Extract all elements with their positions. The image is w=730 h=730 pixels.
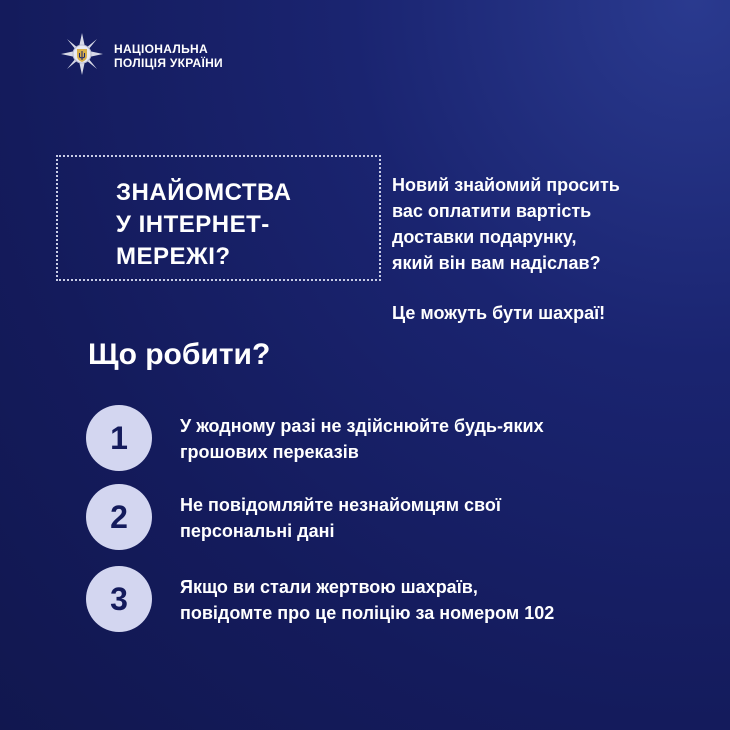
step-text-line2: грошових переказів (180, 442, 359, 462)
scenario-line4: який він вам надіслав? (392, 253, 601, 273)
step-text-line1: У жодному разі не здійснюйте будь-яких (180, 416, 544, 436)
step-number-circle: 3 (86, 566, 152, 632)
step-text-line2: повідомте про це поліцію за номером 102 (180, 603, 555, 623)
scenario-line2: вас оплатити вартість (392, 201, 592, 221)
step-item (86, 484, 706, 550)
police-star-emblem-icon (60, 32, 104, 76)
scenario-text (392, 172, 712, 276)
step-text (180, 574, 700, 626)
organization-name-line1: НАЦІОНАЛЬНА (114, 42, 208, 56)
step-number-circle: 2 (86, 484, 152, 550)
step-text (180, 492, 700, 544)
step-number-circle: 1 (86, 405, 152, 471)
step-text-line2: персональні дані (180, 521, 335, 541)
topic-title (116, 177, 366, 273)
organization-name (114, 42, 223, 70)
topic-title-line3: МЕРЕЖІ? (116, 243, 231, 270)
step-text-line1: Якщо ви стали жертвою шахраїв, (180, 577, 478, 597)
step-text (180, 413, 700, 465)
topic-title-line2: У ІНТЕРНЕТ- (116, 211, 270, 238)
step-text-line1: Не повідомляйте незнайомцям свої (180, 495, 501, 515)
topic-title-line1: ЗНАЙОМСТВА (116, 179, 292, 206)
organization-name-line2: ПОЛІЦІЯ УКРАЇНИ (114, 56, 223, 70)
step-item (86, 566, 706, 632)
scenario-line1: Новий знайомий просить (392, 175, 620, 195)
scenario-line3: доставки подарунку, (392, 227, 577, 247)
topic-box (56, 155, 381, 281)
step-item (86, 405, 706, 471)
warning-text: Це можуть бути шахраї! (392, 303, 606, 323)
section-heading: Що робити? (88, 338, 271, 371)
